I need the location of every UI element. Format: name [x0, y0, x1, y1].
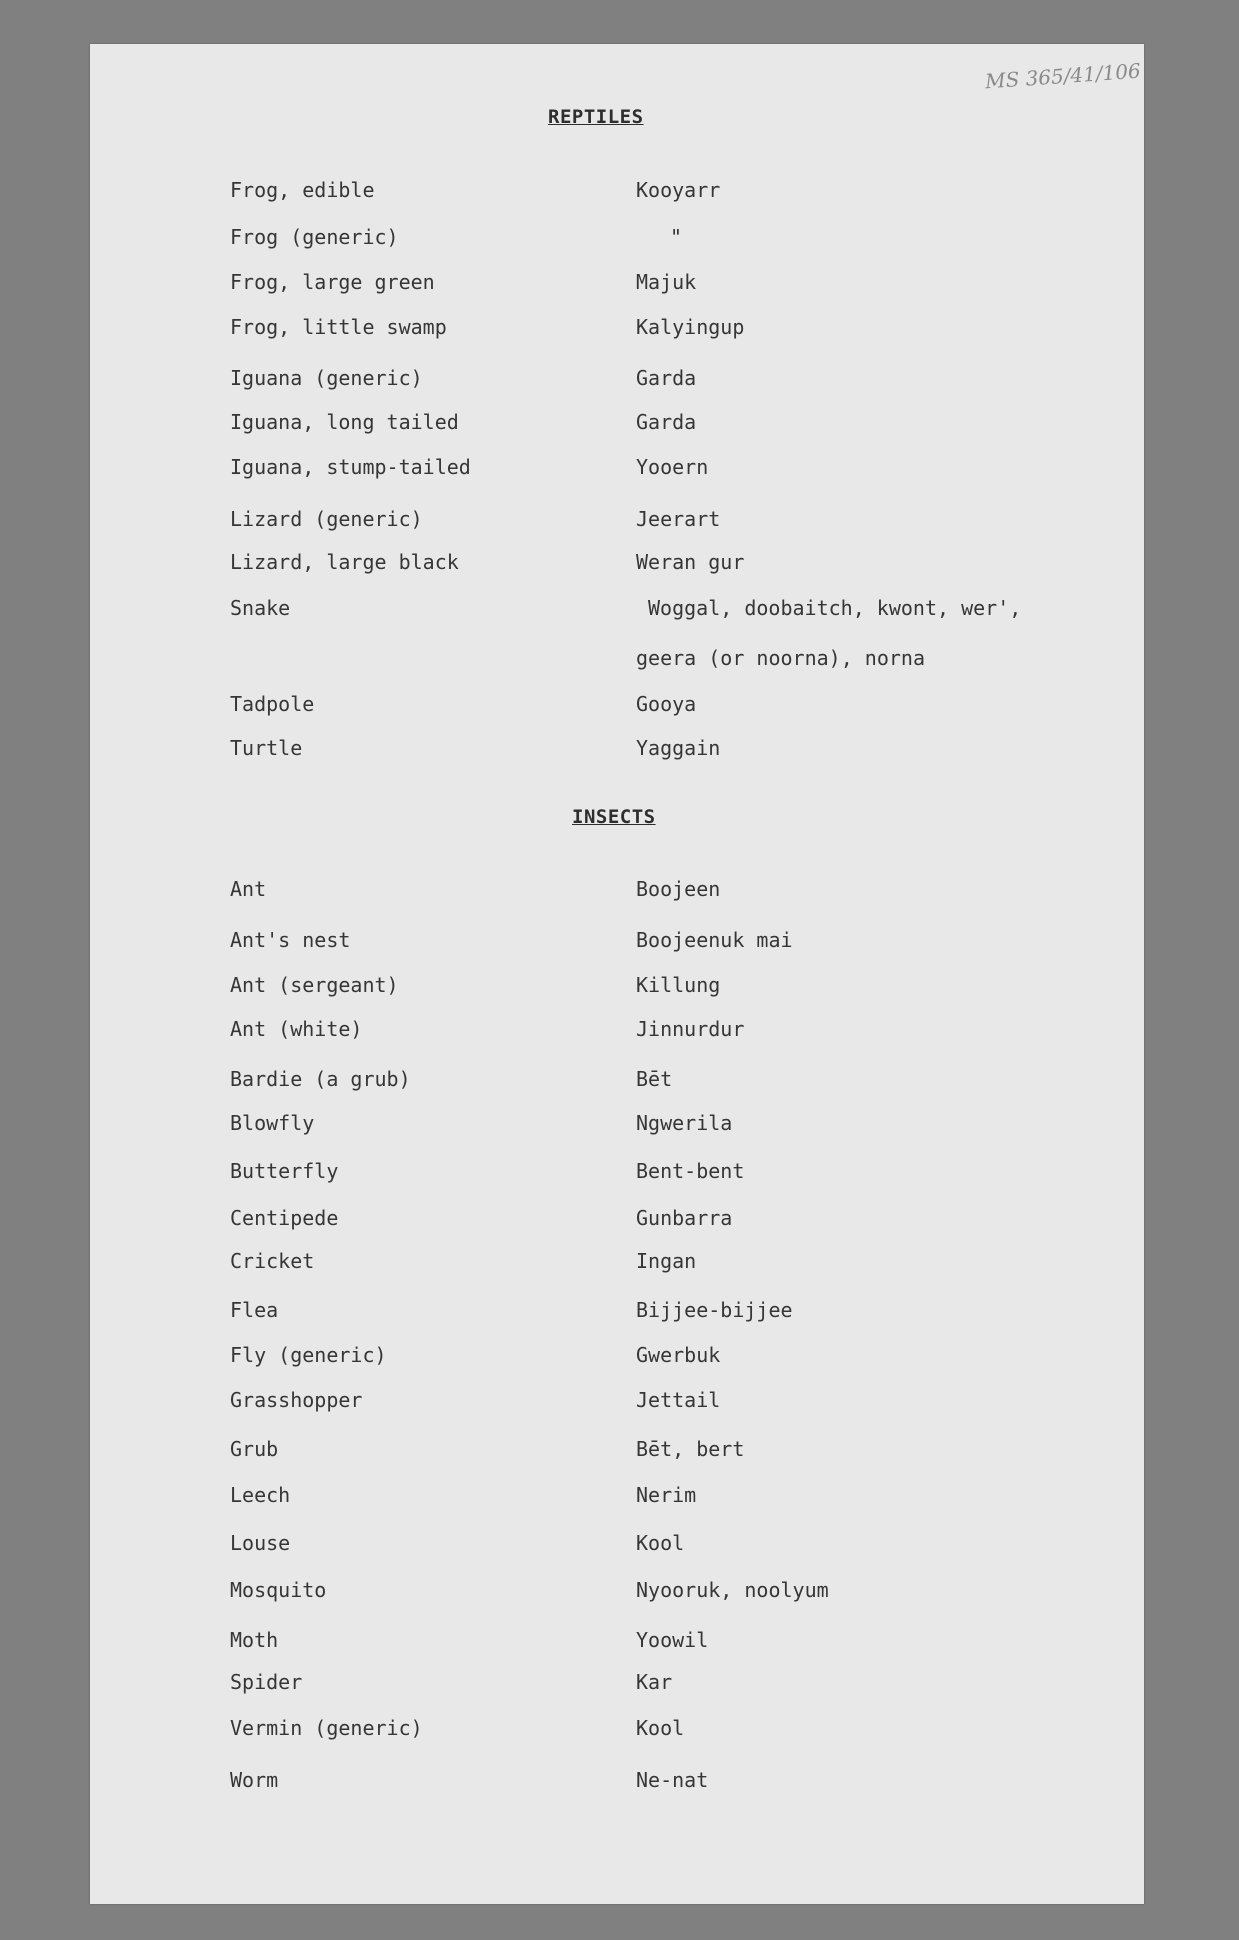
- insect-english: Spider: [230, 1670, 303, 1694]
- insect-aboriginal: Ngwerila: [636, 1111, 733, 1135]
- insect-aboriginal: Nerim: [636, 1483, 697, 1507]
- reptile-aboriginal: Jeerart: [636, 507, 721, 531]
- insect-english: Worm: [230, 1768, 279, 1792]
- insect-english: Ant: [230, 877, 267, 901]
- reptile-aboriginal: Majuk: [636, 270, 697, 294]
- insect-english: Centipede: [230, 1206, 339, 1230]
- reptile-english: Iguana (generic): [230, 366, 423, 390]
- insect-aboriginal: Jettail: [636, 1388, 721, 1412]
- reptile-aboriginal: Gooya: [636, 692, 697, 716]
- reptile-english: Frog, edible: [230, 178, 375, 202]
- reptile-english: Iguana, stump-tailed: [230, 455, 471, 479]
- insect-english: Grasshopper: [230, 1388, 363, 1412]
- insect-aboriginal: Killung: [636, 973, 721, 997]
- reptile-aboriginal: ": [670, 225, 683, 249]
- reptile-english: Iguana, long tailed: [230, 410, 459, 434]
- insect-english: Bardie (a grub): [230, 1067, 411, 1091]
- reptile-english: Frog, large green: [230, 270, 435, 294]
- insect-english: Ant (sergeant): [230, 973, 399, 997]
- insect-english: Butterfly: [230, 1159, 339, 1183]
- insect-aboriginal: Boojeen: [636, 877, 721, 901]
- insect-english: Ant (white): [230, 1017, 363, 1041]
- insect-english: Mosquito: [230, 1578, 327, 1602]
- insect-aboriginal: Yoowil: [636, 1628, 709, 1652]
- reptile-english: Lizard (generic): [230, 507, 423, 531]
- insect-aboriginal: Gunbarra: [636, 1206, 733, 1230]
- insect-aboriginal: Ingan: [636, 1249, 697, 1273]
- insect-aboriginal: Bent-bent: [636, 1159, 745, 1183]
- reptile-english: Snake: [230, 596, 291, 620]
- insect-aboriginal: Kar: [636, 1670, 673, 1694]
- reptile-english: Frog, little swamp: [230, 315, 447, 339]
- insect-english: Flea: [230, 1298, 279, 1322]
- insect-english: Grub: [230, 1437, 279, 1461]
- insect-aboriginal: Bijjee-bijjee: [636, 1298, 793, 1322]
- reptile-english: Lizard, large black: [230, 550, 459, 574]
- reptile-aboriginal: Yaggain: [636, 736, 721, 760]
- insect-english: Blowfly: [230, 1111, 315, 1135]
- reptile-english: Frog (generic): [230, 225, 399, 249]
- insect-aboriginal: Gwerbuk: [636, 1343, 721, 1367]
- insect-english: Louse: [230, 1531, 291, 1555]
- insect-aboriginal: Bēt, bert: [636, 1437, 745, 1461]
- reptile-aboriginal: Weran gur: [636, 550, 745, 574]
- reptile-english: Turtle: [230, 736, 303, 760]
- reptile-aboriginal: Garda: [636, 410, 697, 434]
- insect-aboriginal: Kool: [636, 1716, 685, 1740]
- reptile-aboriginal-continued: geera (or noorna), norna: [636, 646, 925, 670]
- insect-english: Ant's nest: [230, 928, 351, 952]
- document-page: [90, 44, 1144, 1904]
- reptile-aboriginal: Yooern: [636, 455, 709, 479]
- reptile-english: Tadpole: [230, 692, 315, 716]
- insect-english: Cricket: [230, 1249, 315, 1273]
- insect-aboriginal: Nyooruk, noolyum: [636, 1578, 829, 1602]
- insect-aboriginal: Kool: [636, 1531, 685, 1555]
- reptile-aboriginal: Garda: [636, 366, 697, 390]
- insect-english: Moth: [230, 1628, 279, 1652]
- insect-english: Vermin (generic): [230, 1716, 423, 1740]
- insect-aboriginal: Jinnurdur: [636, 1017, 745, 1041]
- insect-english: Leech: [230, 1483, 291, 1507]
- insect-english: Fly (generic): [230, 1343, 387, 1367]
- reptile-aboriginal: Kalyingup: [636, 315, 745, 339]
- insect-aboriginal: Boojeenuk mai: [636, 928, 793, 952]
- insect-aboriginal: Bēt: [636, 1067, 673, 1091]
- insects-heading: INSECTS: [572, 806, 656, 828]
- archive-reference: MS 365/41/106: [984, 58, 1142, 94]
- reptiles-heading: REPTILES: [548, 106, 644, 128]
- insect-aboriginal: Ne-nat: [636, 1768, 709, 1792]
- reptile-aboriginal: Kooyarr: [636, 178, 721, 202]
- reptile-aboriginal: Woggal, doobaitch, kwont, wer',: [648, 596, 1022, 620]
